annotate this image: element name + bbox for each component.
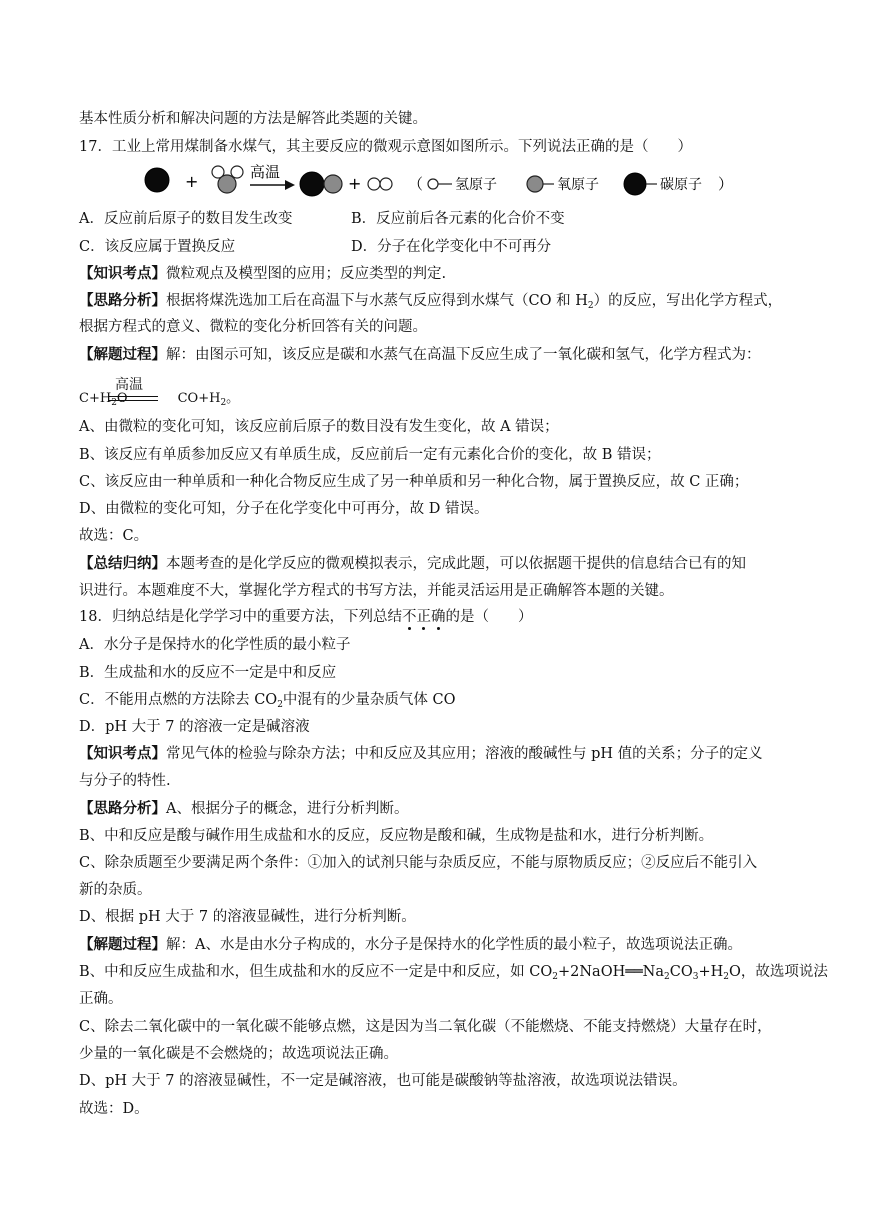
emphasis-char: 确 (430, 609, 446, 625)
text-part: CO (669, 964, 693, 980)
legend-carbon-label: 碳原子 (660, 177, 702, 193)
reaction-arrow-head (285, 180, 295, 190)
text-line: D、pH 大于 7 的溶液显碱性，不一定是碱溶液，也可能是碳酸钠等盐溶液，故选项说法错误。 (79, 1073, 687, 1089)
text-line: 新的杂质。 (79, 882, 152, 898)
equation (79, 389, 839, 413)
subscript: 2 (664, 972, 670, 982)
hydrogen-atom (380, 178, 392, 190)
text-line: A、由微粒的变化可知，该反应前后原子的数目没有发生变化，故 A 错误； (79, 419, 559, 435)
subscript: 2 (277, 700, 283, 710)
text-line: 与分子的特性. (79, 773, 171, 789)
equation-part: C+H (79, 391, 112, 406)
option-text: C．不能用点燃的方法除去 CO (79, 692, 278, 708)
reaction-condition: 高温 (250, 163, 281, 181)
knowledge-point (79, 744, 839, 764)
section-tag: 【思路分析】 (79, 800, 166, 817)
emphasis-char: 不 (401, 609, 417, 625)
text-line: D、由微粒的变化可知，分子在化学变化中可再分，故 D 错误。 (79, 501, 489, 517)
solution (79, 345, 839, 365)
subscript: 2 (220, 398, 227, 408)
legend-open: （ (408, 175, 424, 193)
option-d: D．pH 大于 7 的溶液一定是碱溶液 (79, 719, 310, 735)
equation-part: O (116, 391, 128, 406)
hydrogen-atom (231, 166, 243, 178)
section-tag: 【知识考点】 (79, 265, 166, 282)
plus-sign: + (348, 174, 362, 193)
analysis (79, 291, 839, 316)
option-row (79, 237, 839, 257)
analysis (79, 799, 839, 819)
plus-sign: + (185, 172, 199, 191)
section-text: ）的反应，写出化学方程式， (593, 293, 783, 309)
text-line: 正确。 (79, 991, 123, 1007)
option-c: C．该反应属于置换反应 (79, 239, 236, 255)
carbon-atom (145, 168, 169, 192)
section-text: 常见气体的检验与除杂方法；中和反应及其应用；溶液的酸碱性与 pH 值的关系；分子的定义 (166, 746, 763, 762)
text-line: 根据方程式的意义、微粒的变化分析回答有关的问题。 (79, 319, 427, 335)
legend-close: ） (718, 175, 734, 193)
section-tag: 【总结归纳】 (79, 555, 166, 572)
legend-oxygen-icon (527, 176, 543, 192)
text-part: B、中和反应生成盐和水，但生成盐和水的反应不一定是中和反应，如 CO (79, 964, 553, 980)
section-tag: 【解题过程】 (79, 346, 166, 363)
carbon-atom (300, 172, 324, 196)
text-line: B、该反应有单质参加反应又有单质生成，反应前后一定有元素化合价的变化，故 B 错误； (79, 447, 661, 463)
legend-hydrogen-label: 氢原子 (455, 177, 497, 193)
oxygen-atom (324, 175, 342, 193)
question-17: 17．工业上常用煤制备水煤气，其主要反应的微观示意图如图所示。下列说法正确的是（ ） (79, 139, 692, 155)
equation-part: CO+H (177, 391, 221, 406)
option-a: A．水分子是保持水的化学性质的最小粒子 (79, 637, 351, 653)
option-b: B．生成盐和水的反应不一定是中和反应 (79, 665, 337, 681)
summary (79, 554, 839, 574)
section-text: 微粒观点及模型图的应用；反应类型的判定. (166, 266, 447, 282)
section-tag: 【解题过程】 (79, 936, 166, 953)
text-part: O，故选项说法 (729, 964, 828, 980)
question-18 (79, 607, 839, 627)
text-line (79, 962, 839, 987)
answer: 故选：C。 (79, 528, 149, 544)
text-line: C、除杂质题至少要满足两个条件：①加入的试剂只能与杂质反应，不能与原物质反应；②反应后不能引入 (79, 855, 758, 871)
section-tag: 【思路分析】 (79, 292, 166, 309)
section-text: A、根据分子的概念，进行分析判断。 (166, 801, 409, 817)
option-a: A．反应前后原子的数目发生改变 (79, 211, 293, 227)
text-line: 基本性质分析和解决问题的方法是解答此类题的关键。 (79, 111, 427, 127)
option-d: D．分子在化学变化中不可再分 (351, 239, 552, 255)
section-text: 根据将煤洗选加工后在高温下与水蒸气反应得到水煤气（CO 和 H (166, 293, 588, 309)
oxygen-atom (218, 175, 236, 193)
option-row (79, 209, 839, 229)
question-text: 18．归纳总结是化学学习中的重要方法，下列总结 (79, 609, 402, 625)
text-part: +2NaOH══Na (557, 964, 665, 980)
legend-carbon-icon (624, 173, 646, 195)
knowledge-point (79, 264, 839, 284)
answer: 故选：D。 (79, 1101, 149, 1117)
subscript: 2 (111, 398, 117, 408)
text-line: B、中和反应是酸与碱作用生成盐和水的反应，反应物是酸和碱，生成物是盐和水，进行分析判断。 (79, 828, 714, 844)
text-line: C、该反应由一种单质和一种化合物反应生成了另一种单质和另一种化合物，属于置换反应，故 C 正确； (79, 474, 749, 490)
text-line: C、除去二氧化碳中的一氧化碳不能够点燃，这是因为当二氧化碳（不能燃烧、不能支持燃烧）大量存在时， (79, 1019, 772, 1035)
option-text: 中混有的少量杂质气体 CO (282, 692, 456, 708)
text-line: 少量的一氧化碳是不会燃烧的；故选项说法正确。 (79, 1046, 398, 1062)
section-tag: 【知识考点】 (79, 745, 166, 762)
text-line: 识进行。本题难度不大，掌握化学方程式的书写方法，并能灵活运用是正确解答本题的关键。 (79, 583, 674, 599)
hydrogen-atom (368, 178, 380, 190)
reaction-diagram (140, 163, 760, 203)
solution (79, 935, 839, 955)
equation-condition: 高温 (115, 377, 143, 393)
subscript: 2 (723, 972, 729, 982)
legend-oxygen-label: 氧原子 (557, 177, 599, 193)
legend-hydrogen-icon (428, 179, 438, 189)
question-text: 的是（ ） (445, 609, 533, 625)
section-text: 解：A、水是由水分子构成的，水分子是保持水的化学性质的最小粒子，故选项说法正确。 (166, 937, 742, 953)
option-b: B．反应前后各元素的化合价不变 (351, 211, 565, 227)
option-c (79, 690, 839, 715)
text-line: D、根据 pH 大于 7 的溶液显碱性，进行分析判断。 (79, 909, 416, 925)
subscript: 3 (692, 972, 699, 982)
emphasis-char: 正 (416, 609, 431, 625)
text-part: +H (698, 964, 724, 980)
section-text: 本题考查的是化学反应的微观模拟表示，完成此题，可以依据题干提供的信息结合已有的知 (166, 556, 746, 572)
section-text: 解：由图示可知，该反应是碳和水蒸气在高温下反应生成了一氧化碳和氢气，化学方程式为： (166, 347, 761, 363)
subscript: 2 (552, 972, 558, 982)
equation-part: 。 (226, 391, 240, 406)
subscript: 2 (587, 301, 594, 311)
